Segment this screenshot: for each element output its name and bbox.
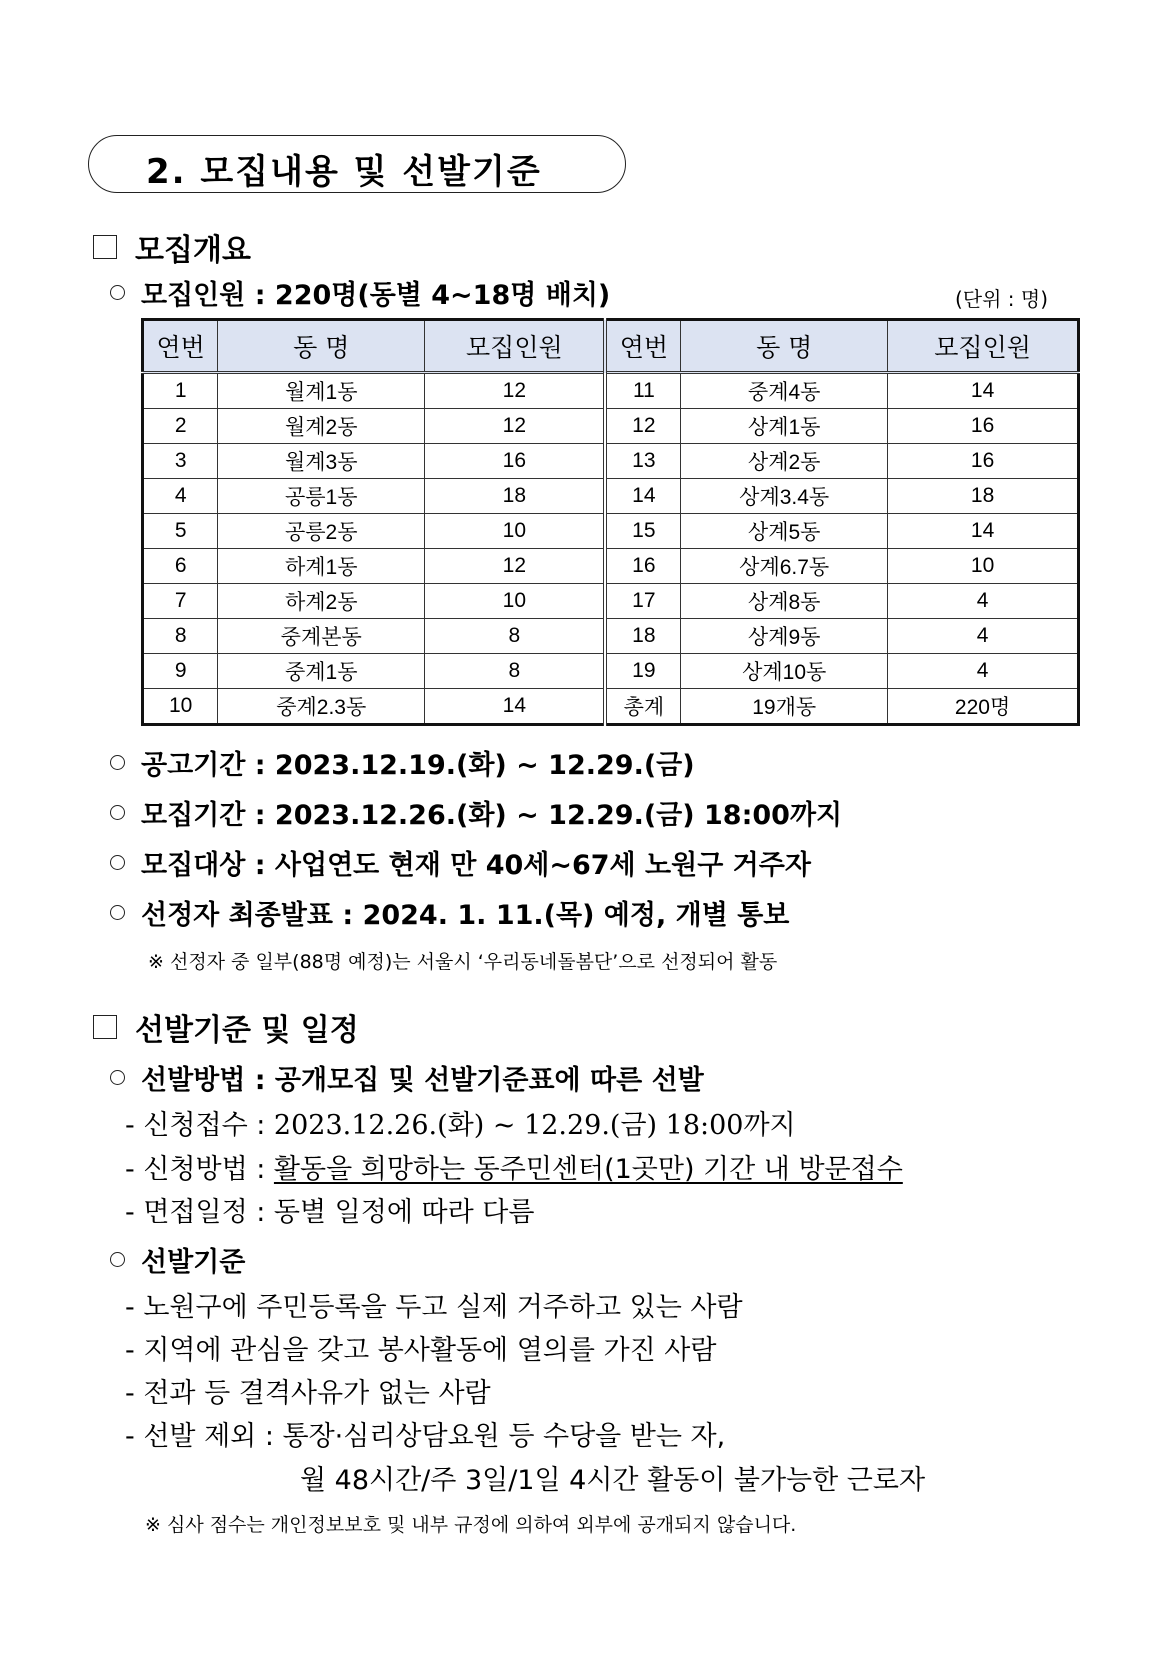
cell-count: 4 <box>888 654 1079 689</box>
cell-dong: 중계4동 <box>681 373 888 409</box>
cell-dong: 월계2동 <box>218 409 425 444</box>
cell-dong: 상계6.7동 <box>681 549 888 584</box>
cell-total-count: 220명 <box>888 689 1079 725</box>
circle-bullet-icon <box>110 1070 125 1085</box>
cell-count: 18 <box>888 479 1079 514</box>
selection-criteria-line <box>110 1240 245 1279</box>
cell-no: 16 <box>605 549 680 584</box>
circle-bullet-icon <box>110 805 125 820</box>
application-receipt-value: 2023.12.26.(화) ~ 12.29.(금) 18:00까지 <box>273 1110 796 1141</box>
notice-period-text: 공고기간 : 2023.12.19.(화) ~ 12.29.(금) <box>141 750 695 781</box>
cell-count: 14 <box>888 514 1079 549</box>
circle-bullet-icon <box>110 905 125 920</box>
cell-count: 4 <box>888 619 1079 654</box>
application-method-label: - 신청방법 : <box>125 1154 274 1185</box>
table-row <box>143 514 1079 549</box>
cell-no: 17 <box>605 584 680 619</box>
cell-dong: 공릉2동 <box>218 514 425 549</box>
circle-bullet-icon <box>110 1252 125 1267</box>
cell-count: 10 <box>425 514 606 549</box>
cell-count: 12 <box>425 373 606 409</box>
application-method-value: 활동을 희망하는 동주민센터(1곳만) 기간 내 방문접수 <box>273 1154 903 1185</box>
cell-count: 10 <box>425 584 606 619</box>
cell-total-label: 총계 <box>605 689 680 725</box>
cell-no: 8 <box>143 619 218 654</box>
criteria-item-exclusion: - 선발 제외 : 통장·심리상담요원 등 수당을 받는 자, <box>125 1421 726 1452</box>
recruit-target-line <box>110 843 811 882</box>
cell-dong: 중계1동 <box>218 654 425 689</box>
cell-no: 9 <box>143 654 218 689</box>
circle-bullet-icon <box>110 755 125 770</box>
interview-schedule-value: 동별 일정에 따라 다름 <box>273 1197 535 1228</box>
table-row <box>143 619 1079 654</box>
selection-note: ※ 선정자 중 일부(88명 예정)는 서울시 ‘우리동네돌봄단’으로 선정되어 활동 <box>148 951 778 973</box>
cell-count: 14 <box>425 689 606 725</box>
cell-no: 18 <box>605 619 680 654</box>
final-announcement-text: 선정자 최종발표 : 2024. 1. 11.(목) 예정, 개별 통보 <box>141 900 790 931</box>
col-header-dong: 동 명 <box>218 320 425 373</box>
cell-no: 7 <box>143 584 218 619</box>
application-receipt-label: - 신청접수 : <box>125 1110 274 1141</box>
cell-dong: 중계본동 <box>218 619 425 654</box>
overview-heading <box>93 225 251 269</box>
cell-no: 5 <box>143 514 218 549</box>
recruit-period-line <box>110 793 842 832</box>
cell-dong: 월계3동 <box>218 444 425 479</box>
overview-heading-text: 모집개요 <box>135 233 251 268</box>
selection-heading-text: 선발기준 및 일정 <box>135 1013 359 1048</box>
criteria-item: - 노원구에 주민등록을 두고 실제 거주하고 있는 사람 <box>125 1292 743 1323</box>
recruit-count-line <box>110 273 610 312</box>
cell-count: 4 <box>888 584 1079 619</box>
cell-count: 12 <box>425 409 606 444</box>
application-receipt-line <box>125 1103 796 1142</box>
recruit-count-text: 모집인원 : 220명(동별 4~18명 배치) <box>141 280 611 311</box>
cell-no: 1 <box>143 373 218 409</box>
cell-dong: 상계8동 <box>681 584 888 619</box>
table-row <box>143 584 1079 619</box>
cell-no: 6 <box>143 549 218 584</box>
circle-bullet-icon <box>110 285 125 300</box>
selection-heading <box>93 1005 359 1049</box>
table-row <box>143 479 1079 514</box>
cell-no: 4 <box>143 479 218 514</box>
table-row <box>143 654 1079 689</box>
cell-total-dong: 19개동 <box>681 689 888 725</box>
cell-no: 2 <box>143 409 218 444</box>
selection-criteria-text: 선발기준 <box>141 1247 246 1278</box>
score-disclosure-note: ※ 심사 점수는 개인정보보호 및 내부 규정에 의하여 외부에 공개되지 않습니다. <box>145 1514 797 1536</box>
cell-no: 19 <box>605 654 680 689</box>
section-title: 2. 모집내용 및 선발기준 <box>146 152 542 192</box>
cell-count: 8 <box>425 654 606 689</box>
col-header-no: 연번 <box>143 320 218 373</box>
table-row <box>143 373 1079 409</box>
table-row <box>143 549 1079 584</box>
cell-no: 13 <box>605 444 680 479</box>
cell-no: 10 <box>143 689 218 725</box>
criteria-item: - 지역에 관심을 갖고 봉사활동에 열의를 가진 사람 <box>125 1335 717 1366</box>
criteria-item: - 전과 등 결격사유가 없는 사람 <box>125 1378 491 1409</box>
cell-dong: 월계1동 <box>218 373 425 409</box>
cell-no: 15 <box>605 514 680 549</box>
table-header-row <box>143 320 1079 373</box>
unit-label: (단위 : 명) <box>955 287 1049 311</box>
cell-count: 16 <box>888 409 1079 444</box>
final-announcement-line <box>110 893 789 932</box>
cell-dong: 상계1동 <box>681 409 888 444</box>
col-header-dong: 동 명 <box>681 320 888 373</box>
recruit-period-text: 모집기간 : 2023.12.26.(화) ~ 12.29.(금) 18:00까지 <box>141 800 843 831</box>
selection-method-line <box>110 1058 704 1097</box>
cell-dong: 하계2동 <box>218 584 425 619</box>
cell-dong: 상계2동 <box>681 444 888 479</box>
cell-count: 16 <box>425 444 606 479</box>
cell-dong: 상계9동 <box>681 619 888 654</box>
col-header-count: 모집인원 <box>888 320 1079 373</box>
application-method-line <box>125 1147 903 1186</box>
interview-schedule-line <box>125 1190 534 1229</box>
cell-dong: 상계3.4동 <box>681 479 888 514</box>
interview-schedule-label: - 면접일정 : <box>125 1197 274 1228</box>
cell-dong: 상계5동 <box>681 514 888 549</box>
checkbox-square-icon <box>93 1015 117 1039</box>
cell-no: 3 <box>143 444 218 479</box>
cell-no: 12 <box>605 409 680 444</box>
table-row-total <box>143 689 1079 725</box>
recruit-table <box>141 318 1080 726</box>
cell-dong: 하계1동 <box>218 549 425 584</box>
cell-count: 18 <box>425 479 606 514</box>
cell-count: 8 <box>425 619 606 654</box>
notice-period-line <box>110 743 695 782</box>
criteria-item-exclusion-continued: 월 48시간/주 3일/1일 4시간 활동이 불가능한 근로자 <box>300 1465 926 1496</box>
cell-count: 12 <box>425 549 606 584</box>
selection-method-text: 선발방법 : 공개모집 및 선발기준표에 따른 선발 <box>141 1065 704 1096</box>
table-row <box>143 444 1079 479</box>
checkbox-square-icon <box>93 235 117 259</box>
col-header-count: 모집인원 <box>425 320 606 373</box>
table-row <box>143 409 1079 444</box>
cell-dong: 상계10동 <box>681 654 888 689</box>
col-header-no: 연번 <box>605 320 680 373</box>
cell-no: 11 <box>605 373 680 409</box>
recruit-target-text: 모집대상 : 사업연도 현재 만 40세~67세 노원구 거주자 <box>141 850 811 881</box>
cell-no: 14 <box>605 479 680 514</box>
circle-bullet-icon <box>110 855 125 870</box>
cell-dong: 중계2.3동 <box>218 689 425 725</box>
cell-count: 14 <box>888 373 1079 409</box>
cell-dong: 공릉1동 <box>218 479 425 514</box>
cell-count: 16 <box>888 444 1079 479</box>
cell-count: 10 <box>888 549 1079 584</box>
